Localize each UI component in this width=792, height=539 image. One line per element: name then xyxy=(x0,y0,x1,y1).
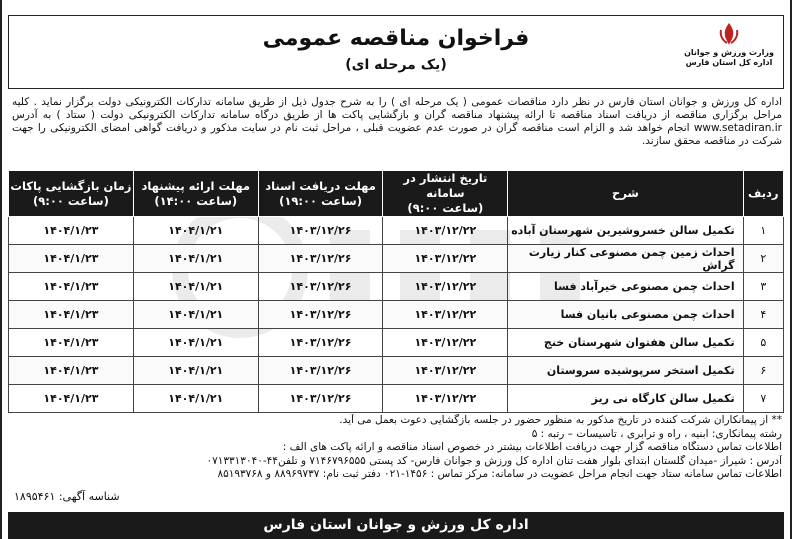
row-receive-deadline: ۱۴۰۳/۱۲/۲۶ xyxy=(258,301,383,329)
row-submit-deadline: ۱۴۰۴/۱/۲۱ xyxy=(133,273,258,301)
row-receive-deadline: ۱۴۰۳/۱۲/۲۶ xyxy=(258,245,383,273)
title-block xyxy=(9,26,783,73)
contact-notes xyxy=(12,414,782,482)
row-description: تکمیل سالن هفتوان شهرستان خنج xyxy=(508,329,743,357)
row-description: احداث چمن مصنوعی خیرآباد فسا xyxy=(508,273,743,301)
table-row xyxy=(9,329,784,357)
row-description: احداث زمین چمن مصنوعی کنار زیارت گراش xyxy=(508,245,743,273)
table-row xyxy=(9,357,784,385)
note-opening-invitation: ** از پیمانکاران شرکت کننده در تاریخ مذکور به منظور حضور در جلسه بازگشایی دعوت بعمل می آید. xyxy=(339,414,782,426)
note-setad-contact: اطلاعات تماس سامانه ستاد جهت انجام مراحل عضویت در سامانه: مرکز تماس : ۱۴۵۶-۰۲۱ دفتر ثبت نام: ۸۸۹۶۹۷۳۷ و ۸۵۱۹۳۷۶۸ xyxy=(217,468,782,480)
table-header-row xyxy=(9,171,784,217)
row-number: ۶ xyxy=(743,357,783,385)
row-opening-date: ۱۴۰۴/۱/۲۳ xyxy=(9,301,134,329)
row-opening-date: ۱۴۰۴/۱/۲۳ xyxy=(9,217,134,245)
row-receive-deadline: ۱۴۰۳/۱۲/۲۶ xyxy=(258,329,383,357)
row-opening-date: ۱۴۰۴/۱/۲۳ xyxy=(9,245,134,273)
announcement-header xyxy=(8,15,784,89)
col-header-row-number: ردیف xyxy=(743,171,783,217)
note-contact-heading: اطلاعات تماس دستگاه مناقصه گزار جهت دریافت اطلاعات بیشتر در خصوص اسناد مناقصه و ارائه پاکت های الف : xyxy=(282,441,782,453)
logo-ministry-name: وزارت ورزش و جوانان xyxy=(684,48,774,57)
footer-organization: اداره کل ورزش و جوانان استان فارس xyxy=(8,512,784,539)
tender-table xyxy=(8,170,784,413)
row-opening-date: ۱۴۰۴/۱/۲۳ xyxy=(9,273,134,301)
col-header-receive-deadline: مهلت دریافت اسناد (ساعت ۱۹:۰۰) xyxy=(258,171,383,217)
table-row xyxy=(9,301,784,329)
ministry-logo xyxy=(685,22,773,82)
row-opening-date: ۱۴۰۴/۱/۲۳ xyxy=(9,357,134,385)
col-header-description: شرح xyxy=(508,171,743,217)
row-publish-date: ۱۴۰۳/۱۲/۲۲ xyxy=(383,301,508,329)
row-number: ۱ xyxy=(743,217,783,245)
row-description: احداث چمن مصنوعی بانیان فسا xyxy=(508,301,743,329)
row-receive-deadline: ۱۴۰۳/۱۲/۲۶ xyxy=(258,217,383,245)
logo-office-name: اداره کل استان فارس xyxy=(685,58,773,67)
row-publish-date: ۱۴۰۳/۱۲/۲۲ xyxy=(383,273,508,301)
col-header-submit-deadline: مهلت ارائه پیشنهاد (ساعت ۱۴:۰۰) xyxy=(133,171,258,217)
table-row xyxy=(9,385,784,413)
row-submit-deadline: ۱۴۰۴/۱/۲۱ xyxy=(133,329,258,357)
row-number: ۲ xyxy=(743,245,783,273)
row-description: تکمیل استخر سرپوشیده سروستان xyxy=(508,357,743,385)
page-subtitle: (یک مرحله ای) xyxy=(345,57,447,73)
row-number: ۳ xyxy=(743,273,783,301)
col-header-publish-date: تاریخ انتشار در سامانه (ساعت ۹:۰۰) xyxy=(383,171,508,217)
row-receive-deadline: ۱۴۰۳/۱۲/۲۶ xyxy=(258,357,383,385)
table-row xyxy=(9,217,784,245)
table-row xyxy=(9,245,784,273)
intro-paragraph: اداره کل ورزش و جوانان استان فارس در نظر دارد مناقصات عمومی ( یک مرحله ای ) را به شرح جدول ذیل از طریق سامانه تدارکات الکترونیکی دولت برگزار نماید . کلیه مراحل برگزاری مناقصه از دریافت اسناد مناقصه تا ارائه پیشنهاد مناقصه گران و بازگشایی پاکت ها از طریق درگاه سامانه تدارکات الکترونیکی دولت ( ستاد ) به آدرس www.setadiran.ir انجام خواهد شد و الزام است مناقصه گران در صورت عدم عضویت قبلی ، مراحل ثبت نام در سایت مذکور و دریافت گواهی امضای الکترونیکی را جهت شرکت در مناقصه محقق سازند. xyxy=(12,96,782,147)
row-submit-deadline: ۱۴۰۴/۱/۲۱ xyxy=(133,301,258,329)
row-submit-deadline: ۱۴۰۴/۱/۲۱ xyxy=(133,217,258,245)
row-submit-deadline: ۱۴۰۴/۱/۲۱ xyxy=(133,357,258,385)
row-opening-date: ۱۴۰۴/۱/۲۳ xyxy=(9,385,134,413)
row-publish-date: ۱۴۰۳/۱۲/۲۲ xyxy=(383,385,508,413)
row-receive-deadline: ۱۴۰۳/۱۲/۲۶ xyxy=(258,273,383,301)
row-submit-deadline: ۱۴۰۴/۱/۲۱ xyxy=(133,245,258,273)
row-number: ۵ xyxy=(743,329,783,357)
table-row xyxy=(9,273,784,301)
ad-identifier: شناسه آگهی: ۱۸۹۵۴۶۱ xyxy=(14,490,120,503)
iran-emblem-icon xyxy=(718,22,740,46)
row-submit-deadline: ۱۴۰۴/۱/۲۱ xyxy=(133,385,258,413)
row-publish-date: ۱۴۰۳/۱۲/۲۲ xyxy=(383,329,508,357)
row-number: ۷ xyxy=(743,385,783,413)
row-opening-date: ۱۴۰۴/۱/۲۳ xyxy=(9,329,134,357)
row-publish-date: ۱۴۰۳/۱۲/۲۲ xyxy=(383,245,508,273)
col-header-opening-time: زمان بازگشایی پاکات (ساعت ۹:۰۰) xyxy=(9,171,134,217)
note-address: آدرس : شیراز -میدان گلستان ابتدای بلوار هفت تنان اداره کل ورزش و جوانان فارس- کد پستی ۷۱۴۶۷۹۶۵۵۵ و تلفن۴۴-۰۷۱۳۳۱۳۰۴۰ xyxy=(206,454,782,467)
note-contractor-field: رشته پیمانکاری: ابنیه ، راه و ترابری ، تاسیسات – رتبه : ۵ xyxy=(531,427,782,440)
row-description: تکمیل سالن خسروشیرین شهرستان آباده xyxy=(508,217,743,245)
left-border-rule xyxy=(0,0,2,539)
row-number: ۴ xyxy=(743,301,783,329)
row-receive-deadline: ۱۴۰۳/۱۲/۲۶ xyxy=(258,385,383,413)
row-publish-date: ۱۴۰۳/۱۲/۲۲ xyxy=(383,357,508,385)
row-description: تکمیل سالن کارگاه نی ریز xyxy=(508,385,743,413)
row-publish-date: ۱۴۰۳/۱۲/۲۲ xyxy=(383,217,508,245)
page-title: فراخوان مناقصه عمومی xyxy=(262,26,530,51)
